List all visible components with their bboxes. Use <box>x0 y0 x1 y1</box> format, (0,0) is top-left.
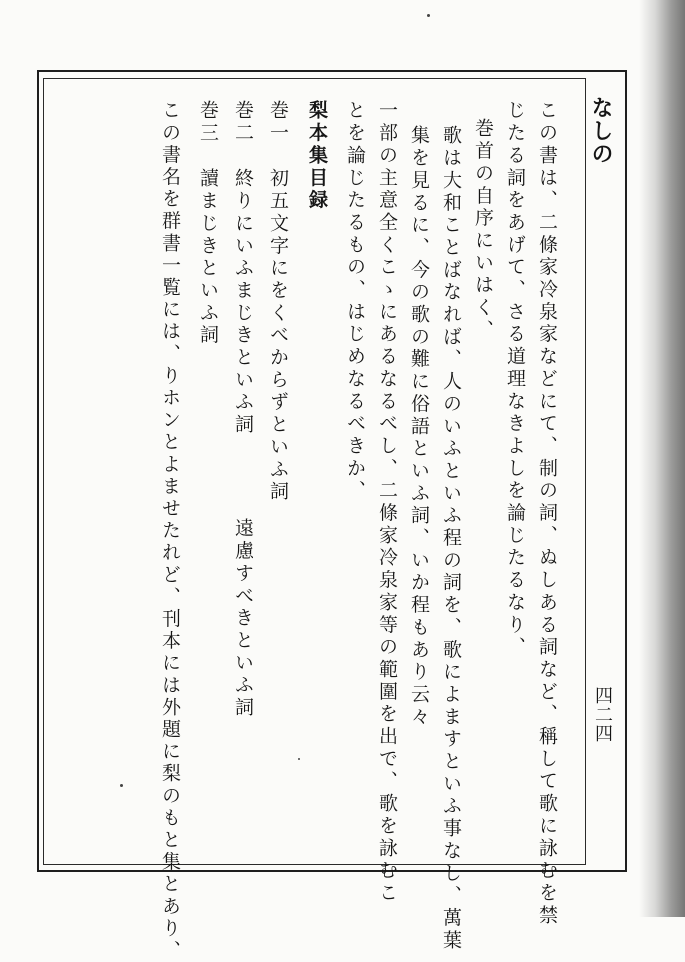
text-column-4: 歌は大和ことばなれば、人のいふといふ程の詞を、歌によますといふ事なし、萬葉 <box>440 125 462 952</box>
volume-entry-2b: 遠慮すべきといふ詞 <box>232 518 254 720</box>
volume-label-3: 巻三 <box>197 100 219 145</box>
text-column-6: 一部の主意全くこゝにあるなるべし、二條家冷泉家等の範圍を出で、歌を詠むこ <box>376 100 398 905</box>
section-heading: 梨本集目録 <box>306 100 328 212</box>
text-column-5: 集を見るに、今の歌の難に俗語といふ詞、いか程もあり云々 <box>408 125 430 729</box>
volume-label-2: 巻二 <box>232 100 254 145</box>
running-head: なしの <box>588 96 613 165</box>
text-column-2: じたる詞をあげて、さる道理なきよしを論じたるなり、 <box>504 100 526 659</box>
text-column-3: 巻首の自序にいはく、 <box>472 118 494 342</box>
text-column-7: とを論じたるもの、はじめなるべきか、 <box>344 100 366 503</box>
page-number: 四二四 <box>592 686 613 743</box>
ink-speck <box>427 14 430 17</box>
volume-entry-2: 終りにいふまじきといふ詞 <box>232 168 254 437</box>
text-column-12: この書名を群書一覧には、りホンとよませたれど、刊本には外題に梨のもと集とあり、 <box>159 100 181 962</box>
volume-entry-3: 讀まじきといふ詞 <box>197 168 219 347</box>
volume-entry-1: 初五文字にをくべからずといふ詞 <box>267 168 289 504</box>
volume-label-1: 巻一 <box>267 100 289 145</box>
book-spine-shadow <box>639 0 685 917</box>
text-column-1: この書は、二條家冷泉家などにて、制の詞、ぬしある詞など、稱して歌に詠むを禁 <box>536 100 558 927</box>
